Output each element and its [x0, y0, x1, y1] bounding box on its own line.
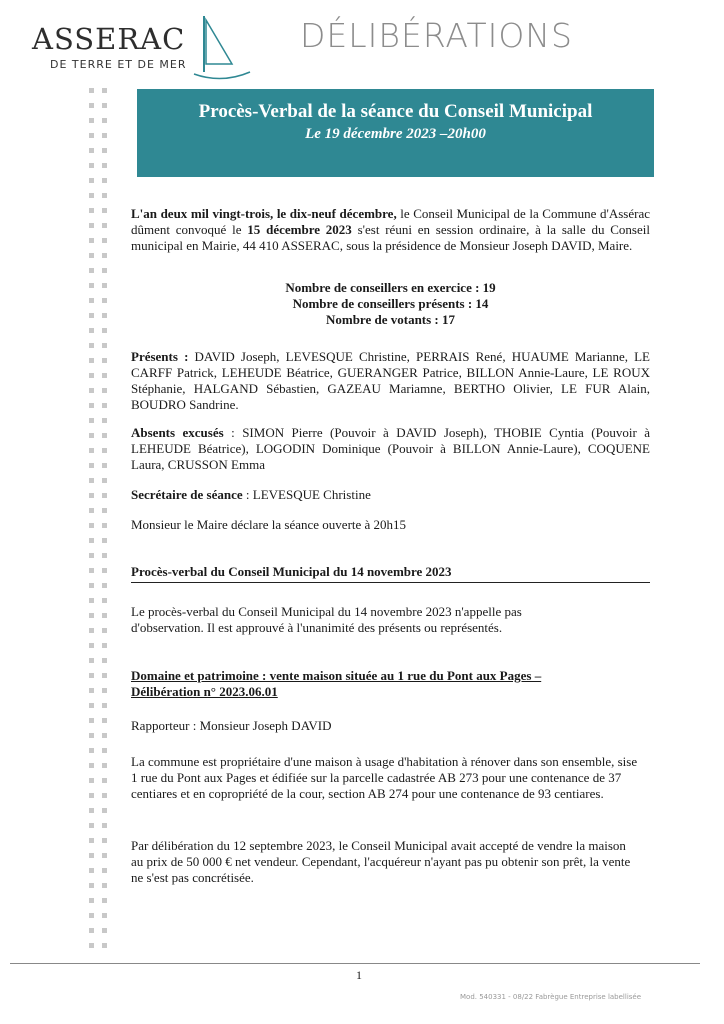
dot — [89, 853, 94, 858]
dot — [89, 913, 94, 918]
ouverture-line: Monsieur le Maire déclare la séance ouverte à 20h15 — [131, 517, 407, 532]
dot — [89, 208, 94, 213]
absents-paragraph — [131, 425, 650, 473]
dot — [102, 523, 107, 528]
dot — [89, 628, 94, 633]
dot — [89, 283, 94, 288]
dot — [89, 538, 94, 543]
dot — [89, 868, 94, 873]
commune-logo — [32, 14, 232, 84]
dot — [102, 838, 107, 843]
secretaire-label: Secrétaire de séance — [131, 487, 243, 502]
dot — [102, 538, 107, 543]
dot — [89, 148, 94, 153]
dot — [102, 883, 107, 888]
section1-title: Procès-verbal du Conseil Municipal du 14 novembre 2023 — [131, 564, 452, 579]
dot — [102, 358, 107, 363]
dot — [102, 313, 107, 318]
dot — [89, 898, 94, 903]
dot — [102, 328, 107, 333]
dot — [102, 823, 107, 828]
footer-rule — [10, 963, 700, 964]
dot — [89, 193, 94, 198]
section2-para2: Par délibération du 12 septembre 2023, le Conseil Municipal avait accepté de vendre la maison au prix de 50 000 € net vendeur. Cependant, l'acquéreur n'ayant pas pu obtenir son prêt, la vente ne s'est pas concrétisée. — [131, 838, 631, 885]
dot — [89, 508, 94, 513]
dot — [102, 508, 107, 513]
dot — [89, 298, 94, 303]
dot — [89, 883, 94, 888]
intro-text: le Conseil Municipal de la Commune d'Assérac dûment convoqué le — [131, 206, 650, 237]
dot — [89, 838, 94, 843]
dot — [102, 103, 107, 108]
dot — [89, 718, 94, 723]
dot — [102, 658, 107, 663]
dot — [89, 658, 94, 663]
rapporteur-line: Rapporteur : Monsieur Joseph DAVID — [131, 718, 332, 733]
section2-title-line2: Délibération n° 2023.06.01 — [131, 684, 278, 699]
dot — [89, 733, 94, 738]
dot — [89, 568, 94, 573]
dot — [89, 703, 94, 708]
dot — [89, 448, 94, 453]
dot — [102, 868, 107, 873]
council-counts — [131, 280, 650, 328]
dot — [102, 388, 107, 393]
document-title: Procès-Verbal de la séance du Conseil Municipal — [198, 101, 593, 122]
dot — [89, 463, 94, 468]
logo-text: ASSERAC — [32, 22, 186, 56]
dot — [102, 568, 107, 573]
dot — [102, 718, 107, 723]
dot — [89, 643, 94, 648]
page-number: 1 — [356, 968, 362, 982]
presents-list: DAVID Joseph, LEVESQUE Christine, PERRAIS René, HUAUME Marianne, LE CARFF Patrick, LEHEUDE Béatrice, GUERANGER Patrice, BILLON Annie-Laure, LE ROUX Stéphanie, HALGAND Sébastien, GAZEAU Mariamne, BERTHO Olivier, LE FUR Alain, BOUDRO Sandrine. — [131, 349, 650, 412]
dot — [102, 88, 107, 93]
dot — [102, 628, 107, 633]
dot — [89, 253, 94, 258]
dot — [89, 778, 94, 783]
dot — [102, 853, 107, 858]
presents-paragraph — [131, 349, 650, 413]
intro-text-end: s'est réuni en session ordinaire, à la salle du Conseil municipal en Mairie, 44 410 ASSERAC, sous la présidence de Monsieur Joseph DAVID, Maire. — [131, 222, 650, 253]
absents-label: Absents excusés — [131, 425, 224, 440]
sailboat-icon — [192, 14, 252, 84]
dot — [89, 748, 94, 753]
dot — [89, 823, 94, 828]
decorative-dots — [89, 88, 113, 958]
dot — [89, 343, 94, 348]
dot — [102, 418, 107, 423]
session-date: Le 19 décembre 2023 –20h00 — [305, 126, 486, 142]
dot — [89, 553, 94, 558]
section-title: DÉLIBÉRATIONS — [300, 16, 573, 55]
dot — [102, 733, 107, 738]
dot — [89, 928, 94, 933]
dot — [89, 598, 94, 603]
dot — [89, 118, 94, 123]
dot — [89, 583, 94, 588]
dot — [89, 763, 94, 768]
dot — [102, 613, 107, 618]
dot — [102, 808, 107, 813]
dot — [89, 478, 94, 483]
dot — [102, 763, 107, 768]
logo-tagline: DE TERRE ET DE MER — [50, 58, 187, 71]
dot — [89, 313, 94, 318]
absents-list: : SIMON Pierre (Pouvoir à DAVID Joseph), THOBIE Cyntia (Pouvoir à LEHEUDE Béatrice), LOGODIN Dominique (Pouvoir à BILLON Annie-Laure), COQUENE Laura, CRUSSON Emma — [131, 425, 650, 472]
dot — [102, 403, 107, 408]
dot — [89, 223, 94, 228]
dot — [89, 808, 94, 813]
dot — [89, 943, 94, 948]
dot — [89, 238, 94, 243]
dot — [102, 238, 107, 243]
count-presents: Nombre de conseillers présents : 14 — [292, 296, 489, 311]
dot — [89, 133, 94, 138]
dot — [89, 688, 94, 693]
section2-title — [131, 668, 650, 700]
dot — [102, 298, 107, 303]
dot — [89, 403, 94, 408]
dot — [102, 178, 107, 183]
count-votants: Nombre de votants : 17 — [325, 312, 456, 327]
dot — [89, 88, 94, 93]
dot — [89, 793, 94, 798]
dot — [102, 148, 107, 153]
dot — [102, 133, 107, 138]
dot — [89, 523, 94, 528]
dot — [89, 388, 94, 393]
section2-title-line1: Domaine et patrimoine : vente maison située au 1 rue du Pont aux Pages – — [131, 668, 542, 683]
dot — [102, 253, 107, 258]
dot — [102, 943, 107, 948]
dot — [89, 613, 94, 618]
dot — [102, 283, 107, 288]
count-exercice: Nombre de conseillers en exercice : 19 — [285, 280, 496, 295]
dot — [102, 898, 107, 903]
presents-label: Présents : — [131, 349, 189, 364]
dot — [89, 163, 94, 168]
dot — [102, 118, 107, 123]
dot — [102, 583, 107, 588]
dot — [89, 418, 94, 423]
dot — [89, 178, 94, 183]
dot — [102, 478, 107, 483]
dot — [102, 373, 107, 378]
section1-body: Le procès-verbal du Conseil Municipal du 14 novembre 2023 n'appelle pas d'observation. Il est approuvé à l'unanimité des présents ou représentés. — [131, 604, 522, 635]
dot — [102, 268, 107, 273]
dot — [89, 493, 94, 498]
dot — [89, 433, 94, 438]
dot — [102, 598, 107, 603]
dot — [89, 373, 94, 378]
dot — [102, 463, 107, 468]
dot — [102, 553, 107, 558]
dot — [89, 358, 94, 363]
intro-date-words: L'an deux mil vingt-trois, le dix-neuf décembre, — [131, 206, 397, 221]
dot — [102, 793, 107, 798]
dot — [102, 448, 107, 453]
intro-paragraph — [131, 206, 650, 254]
section1-rule — [131, 582, 650, 583]
dot — [89, 673, 94, 678]
dot — [102, 193, 107, 198]
secretaire-name: : LEVESQUE Christine — [242, 487, 371, 502]
dot — [102, 703, 107, 708]
dot — [89, 328, 94, 333]
dot — [102, 928, 107, 933]
dot — [89, 268, 94, 273]
dot — [102, 748, 107, 753]
title-banner — [137, 89, 654, 177]
secretaire-line — [131, 487, 650, 503]
dot — [102, 208, 107, 213]
dot — [102, 223, 107, 228]
printer-imprint: Mod. 540331 - 08/22 Fabrègue Entreprise labellisée — [460, 993, 642, 1001]
section2-para1: La commune est propriétaire d'une maison à usage d'habitation à rénover dans son ensemble, sise 1 rue du Pont aux Pages et édifiée sur la parcelle cadastrée AB 273 pour une contenance de 37 centiares et en copropriété de la cour, section AB 274 pour une contenance de 93 centiares. — [131, 754, 638, 801]
dot — [102, 673, 107, 678]
dot — [102, 778, 107, 783]
dot — [102, 433, 107, 438]
dot — [102, 163, 107, 168]
dot — [89, 103, 94, 108]
dot — [102, 913, 107, 918]
dot — [102, 493, 107, 498]
dot — [102, 643, 107, 648]
dot — [102, 343, 107, 348]
convocation-date: 15 décembre 2023 — [247, 222, 352, 237]
dot — [102, 688, 107, 693]
